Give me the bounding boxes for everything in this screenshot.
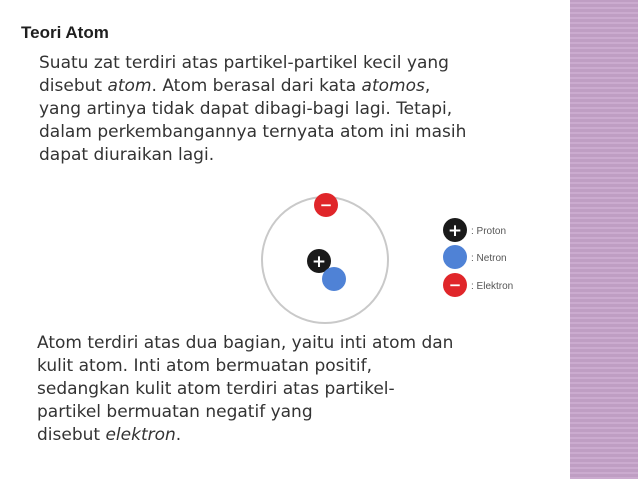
structure-paragraph	[37, 332, 562, 447]
decorative-side-band	[570, 0, 638, 479]
text-line: dapat diuraikan lagi.	[39, 145, 215, 165]
term-atom: atom	[107, 76, 152, 96]
term-atomos: atomos	[361, 76, 425, 96]
text-line: disebut elektron.	[37, 425, 182, 445]
slide-title: Teori Atom	[21, 23, 109, 42]
text-line: Atom terdiri atas dua bagian, yaitu inti atom dan	[37, 333, 454, 353]
text-line: sedangkan kulit atom terdiri atas partikel-	[37, 379, 395, 399]
legend-proton	[443, 218, 506, 242]
text-line: kulit atom. Inti atom bermuatan positif,	[37, 356, 372, 376]
legend-electron	[443, 273, 513, 297]
term-elektron: elektron	[105, 425, 176, 445]
intro-paragraph	[37, 52, 562, 167]
proton-sign: +	[311, 252, 327, 272]
atom-diagram	[255, 185, 535, 325]
legend	[443, 218, 513, 297]
text-line: Suatu zat terdiri atas partikel-partikel kecil yang	[39, 53, 449, 73]
neutron-particle	[322, 267, 346, 291]
legend-label-neutron: : Netron	[471, 253, 507, 264]
text-line: partikel bermuatan negatif yang	[37, 402, 313, 422]
text-line: dalam perkembangannya ternyata atom ini masih	[39, 122, 467, 142]
electron-particle	[314, 193, 338, 217]
svg-text:+: +	[447, 221, 463, 241]
svg-text:−: −	[448, 276, 462, 294]
text-line: yang artinya tidak dapat dibagi-bagi lagi. Tetapi,	[39, 99, 453, 119]
legend-neutron	[443, 245, 507, 269]
text-line: disebut atom. Atom berasal dari kata atomos,	[39, 76, 431, 96]
electron-sign: −	[319, 196, 333, 214]
legend-label-proton: : Proton	[471, 226, 507, 237]
legend-label-electron: : Elektron	[471, 281, 514, 292]
